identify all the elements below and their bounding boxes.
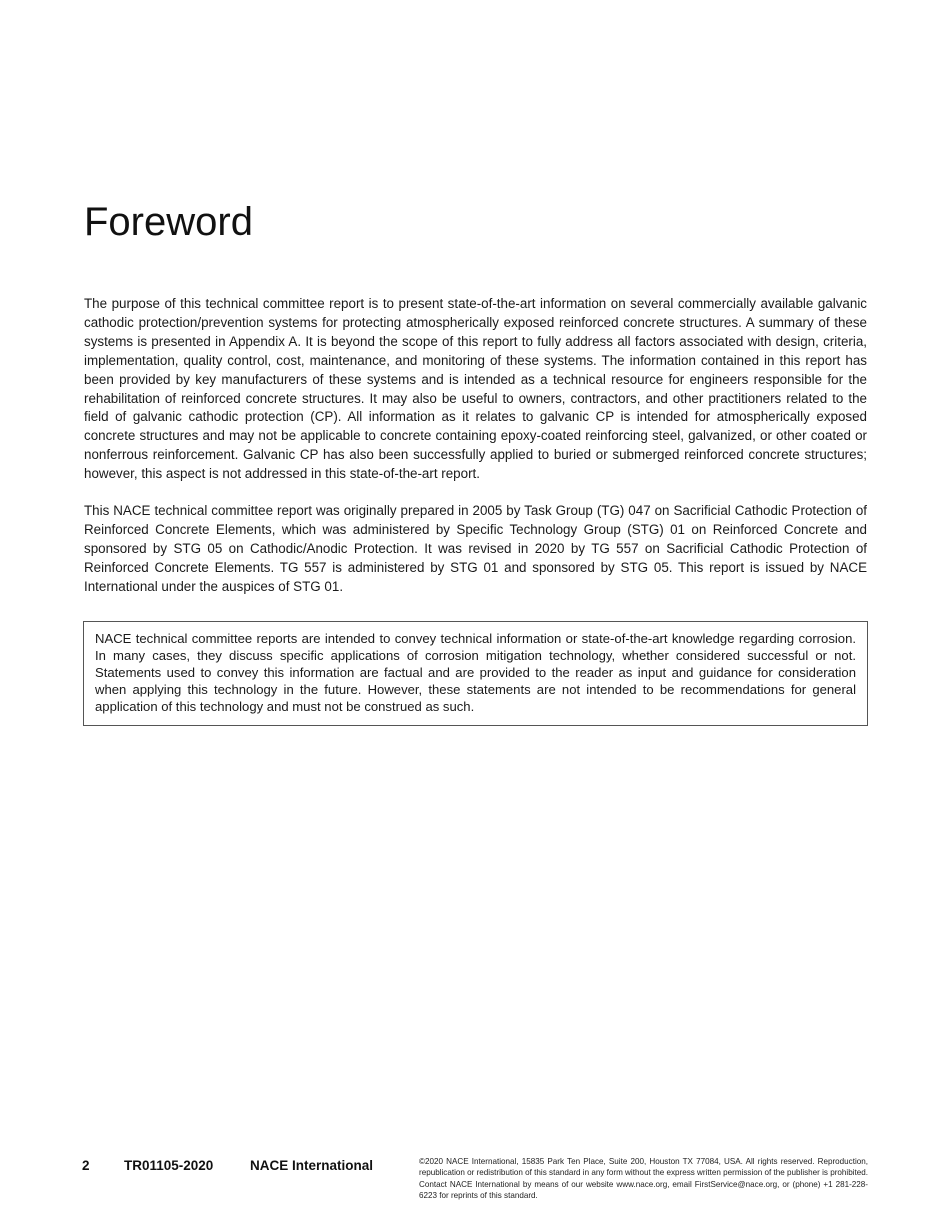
footer-document-id: TR01105-2020 (124, 1158, 214, 1173)
paragraph-history: This NACE technical committee report was originally prepared in 2005 by Task Group (TG) 047 on Sacrificial Cathodic Protection of Reinforced Concrete Elements, which was administered by Specific Technology Group (STG) 01 on Reinforced Concrete and sponsored by STG 05 on Cathodic/Anodic Protection. It was revised in 2020 by TG 557 on Sacrificial Cathodic Protection of Reinforced Concrete Elements. TG 557 is administered by STG 01 and sponsored by STG 05. This report is issued by NACE International under the auspices of STG 01. (84, 503, 867, 594)
foreword-body (84, 295, 867, 615)
footer-copyright: ©2020 NACE International, 15835 Park Ten Place, Suite 200, Houston TX 77084, USA. All rights reserved. Reproduction, republication or redistribution of this standard in any form without the express written permission of the publisher is prohibited. Contact NACE International by means of our website www.nace.org, email FirstService@nace.org, or (phone) +1 281-228-6223 for reprints of this standard. (419, 1157, 868, 1201)
page-title: Foreword (84, 200, 253, 244)
paragraph-purpose: The purpose of this technical committee report is to present state-of-the-art information on several commercially available galvanic cathodic protection/prevention systems for protecting atmospherically exposed reinforced concrete structures. A summary of these systems is presented in Appendix A. It is beyond the scope of this report to fully address all factors associated with design, criteria, implementation, quality control, cost, maintenance, and monitoring of these systems. The information contained in this report has been provided by key manufacturers of these systems and is intended as a technical resource for engineers responsible for the rehabilitation of reinforced concrete structures. It may also be useful to owners, contractors, and other practitioners related to the field of galvanic cathodic protection (CP). All information as it relates to galvanic CP is intended for atmospherically exposed concrete structures and may not be applicable to concrete containing epoxy-coated reinforcing steel, galvanized, or other coated or nonferrous reinforcement. Galvanic CP has also been successfully applied to buried or submerged reinforced concrete structures; however, this aspect is not addressed in this state-of-the-art report. (84, 296, 867, 482)
footer-page-number: 2 (82, 1158, 90, 1173)
page-footer (82, 1156, 868, 1204)
footer-organization: NACE International (250, 1158, 374, 1173)
disclaimer-box: NACE technical committee reports are intended to convey technical information or state-of-the-art knowledge regarding corrosion. In many cases, they discuss specific applications of corrosion mitigation technology, whether considered successful or not. Statements used to convey this information are factual and are provided to the reader as input and guidance for consideration when applying this technology in the future. However, these statements are not intended to be recommendations for general application of this technology and must not be construed as such. (83, 621, 868, 726)
